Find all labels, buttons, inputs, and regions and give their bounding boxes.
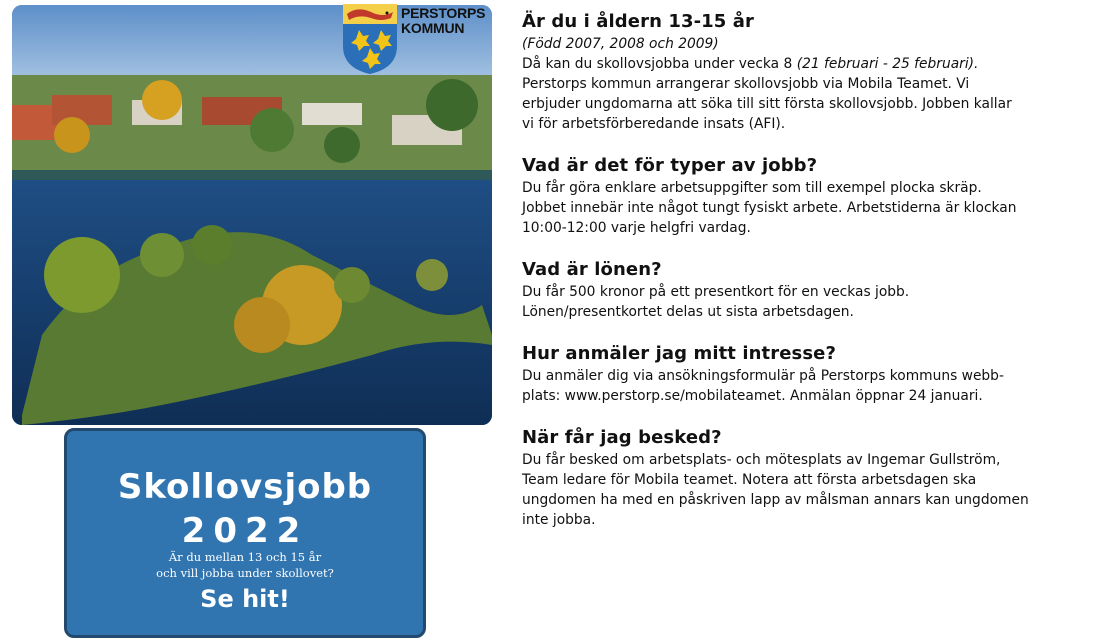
section-age-dates: (21 februari - 25 februari). — [796, 56, 979, 72]
section-jobs-line-2: Jobbet innebär inte något tungt fysiskt arbete. Arbetstiderna är klockan — [522, 200, 1017, 216]
promo-box — [64, 428, 426, 638]
municipality-logo[interactable] — [331, 0, 486, 78]
section-answer — [522, 426, 1108, 530]
section-age — [522, 10, 1108, 134]
section-jobs-heading: Vad är det för typer av jobb? — [522, 155, 818, 176]
logo-text — [401, 6, 485, 36]
section-age-body — [522, 54, 1108, 134]
logo-line-1: PERSTORPS — [401, 5, 486, 21]
section-jobs — [522, 154, 1108, 238]
section-age-heading: Är du i åldern 13-15 år — [522, 11, 755, 32]
section-answer-line-3: ungdomen ha med en påskriven lapp av målsman annars kan ungdomen — [522, 492, 1029, 508]
section-answer-body — [522, 450, 1108, 530]
info-content — [522, 10, 1108, 530]
section-answer-line-1: Du får besked om arbetsplats- och mötesplats av Ingemar Gullström, — [522, 452, 1001, 468]
section-apply — [522, 342, 1108, 406]
section-salary-line-1: Du får 500 kronor på ett presentkort för en veckas jobb. — [522, 284, 910, 300]
section-apply-line-2[interactable]: plats: www.perstorp.se/mobilateamet. Anmälan öppnar 24 januari. — [522, 388, 983, 404]
promo-year: 2022 — [181, 511, 309, 551]
section-apply-heading: Hur anmäler jag mitt intresse? — [522, 343, 837, 364]
section-answer-heading: När får jag besked? — [522, 427, 722, 448]
section-jobs-body — [522, 178, 1108, 238]
section-apply-line-1: Du anmäler dig via ansökningsformulär på Perstorps kommuns webb- — [522, 368, 1004, 384]
promo-cta: Se hit! — [200, 585, 290, 613]
promo-question-line-1: Är du mellan 13 och 15 år — [168, 550, 322, 564]
perstorp-coat-of-arms-icon — [341, 2, 399, 76]
section-jobs-line-1: Du får göra enklare arbetsuppgifter som till exempel plocka skräp. — [522, 180, 982, 196]
section-jobs-line-3: 10:00-12:00 varje helgfri vardag. — [522, 220, 751, 236]
section-salary-line-2: Lönen/presentkortet delas ut sista arbetsdagen. — [522, 304, 854, 320]
section-answer-line-2: Team ledare för Mobila teamet. Notera att första arbetsdagen ska — [522, 472, 977, 488]
section-apply-body — [522, 366, 1108, 406]
section-salary-heading: Vad är lönen? — [522, 259, 662, 280]
section-age-line-1 — [522, 54, 1108, 74]
section-age-line-3: erbjuder ungdomarna att söka till sitt första skollovsjobb. Jobben kallar — [522, 96, 1012, 112]
section-age-line-4: vi för arbetsförberedande insats (AFI). — [522, 116, 786, 132]
promo-title: Skollovsjobb — [117, 467, 373, 507]
section-salary-body — [522, 282, 1108, 322]
section-age-born: (Född 2007, 2008 och 2009) — [522, 36, 719, 52]
promo-question-line-2: och vill jobba under skollovet? — [156, 566, 334, 580]
section-answer-line-4: inte jobba. — [522, 512, 596, 528]
promo-question — [67, 549, 423, 581]
logo-line-2: KOMMUN — [401, 20, 465, 36]
section-age-line-1a: Då kan du skollovsjobba under vecka 8 — [522, 56, 797, 72]
section-age-line-2: Perstorps kommun arrangerar skollovsjobb via Mobila Teamet. Vi — [522, 76, 970, 92]
section-salary — [522, 258, 1108, 322]
